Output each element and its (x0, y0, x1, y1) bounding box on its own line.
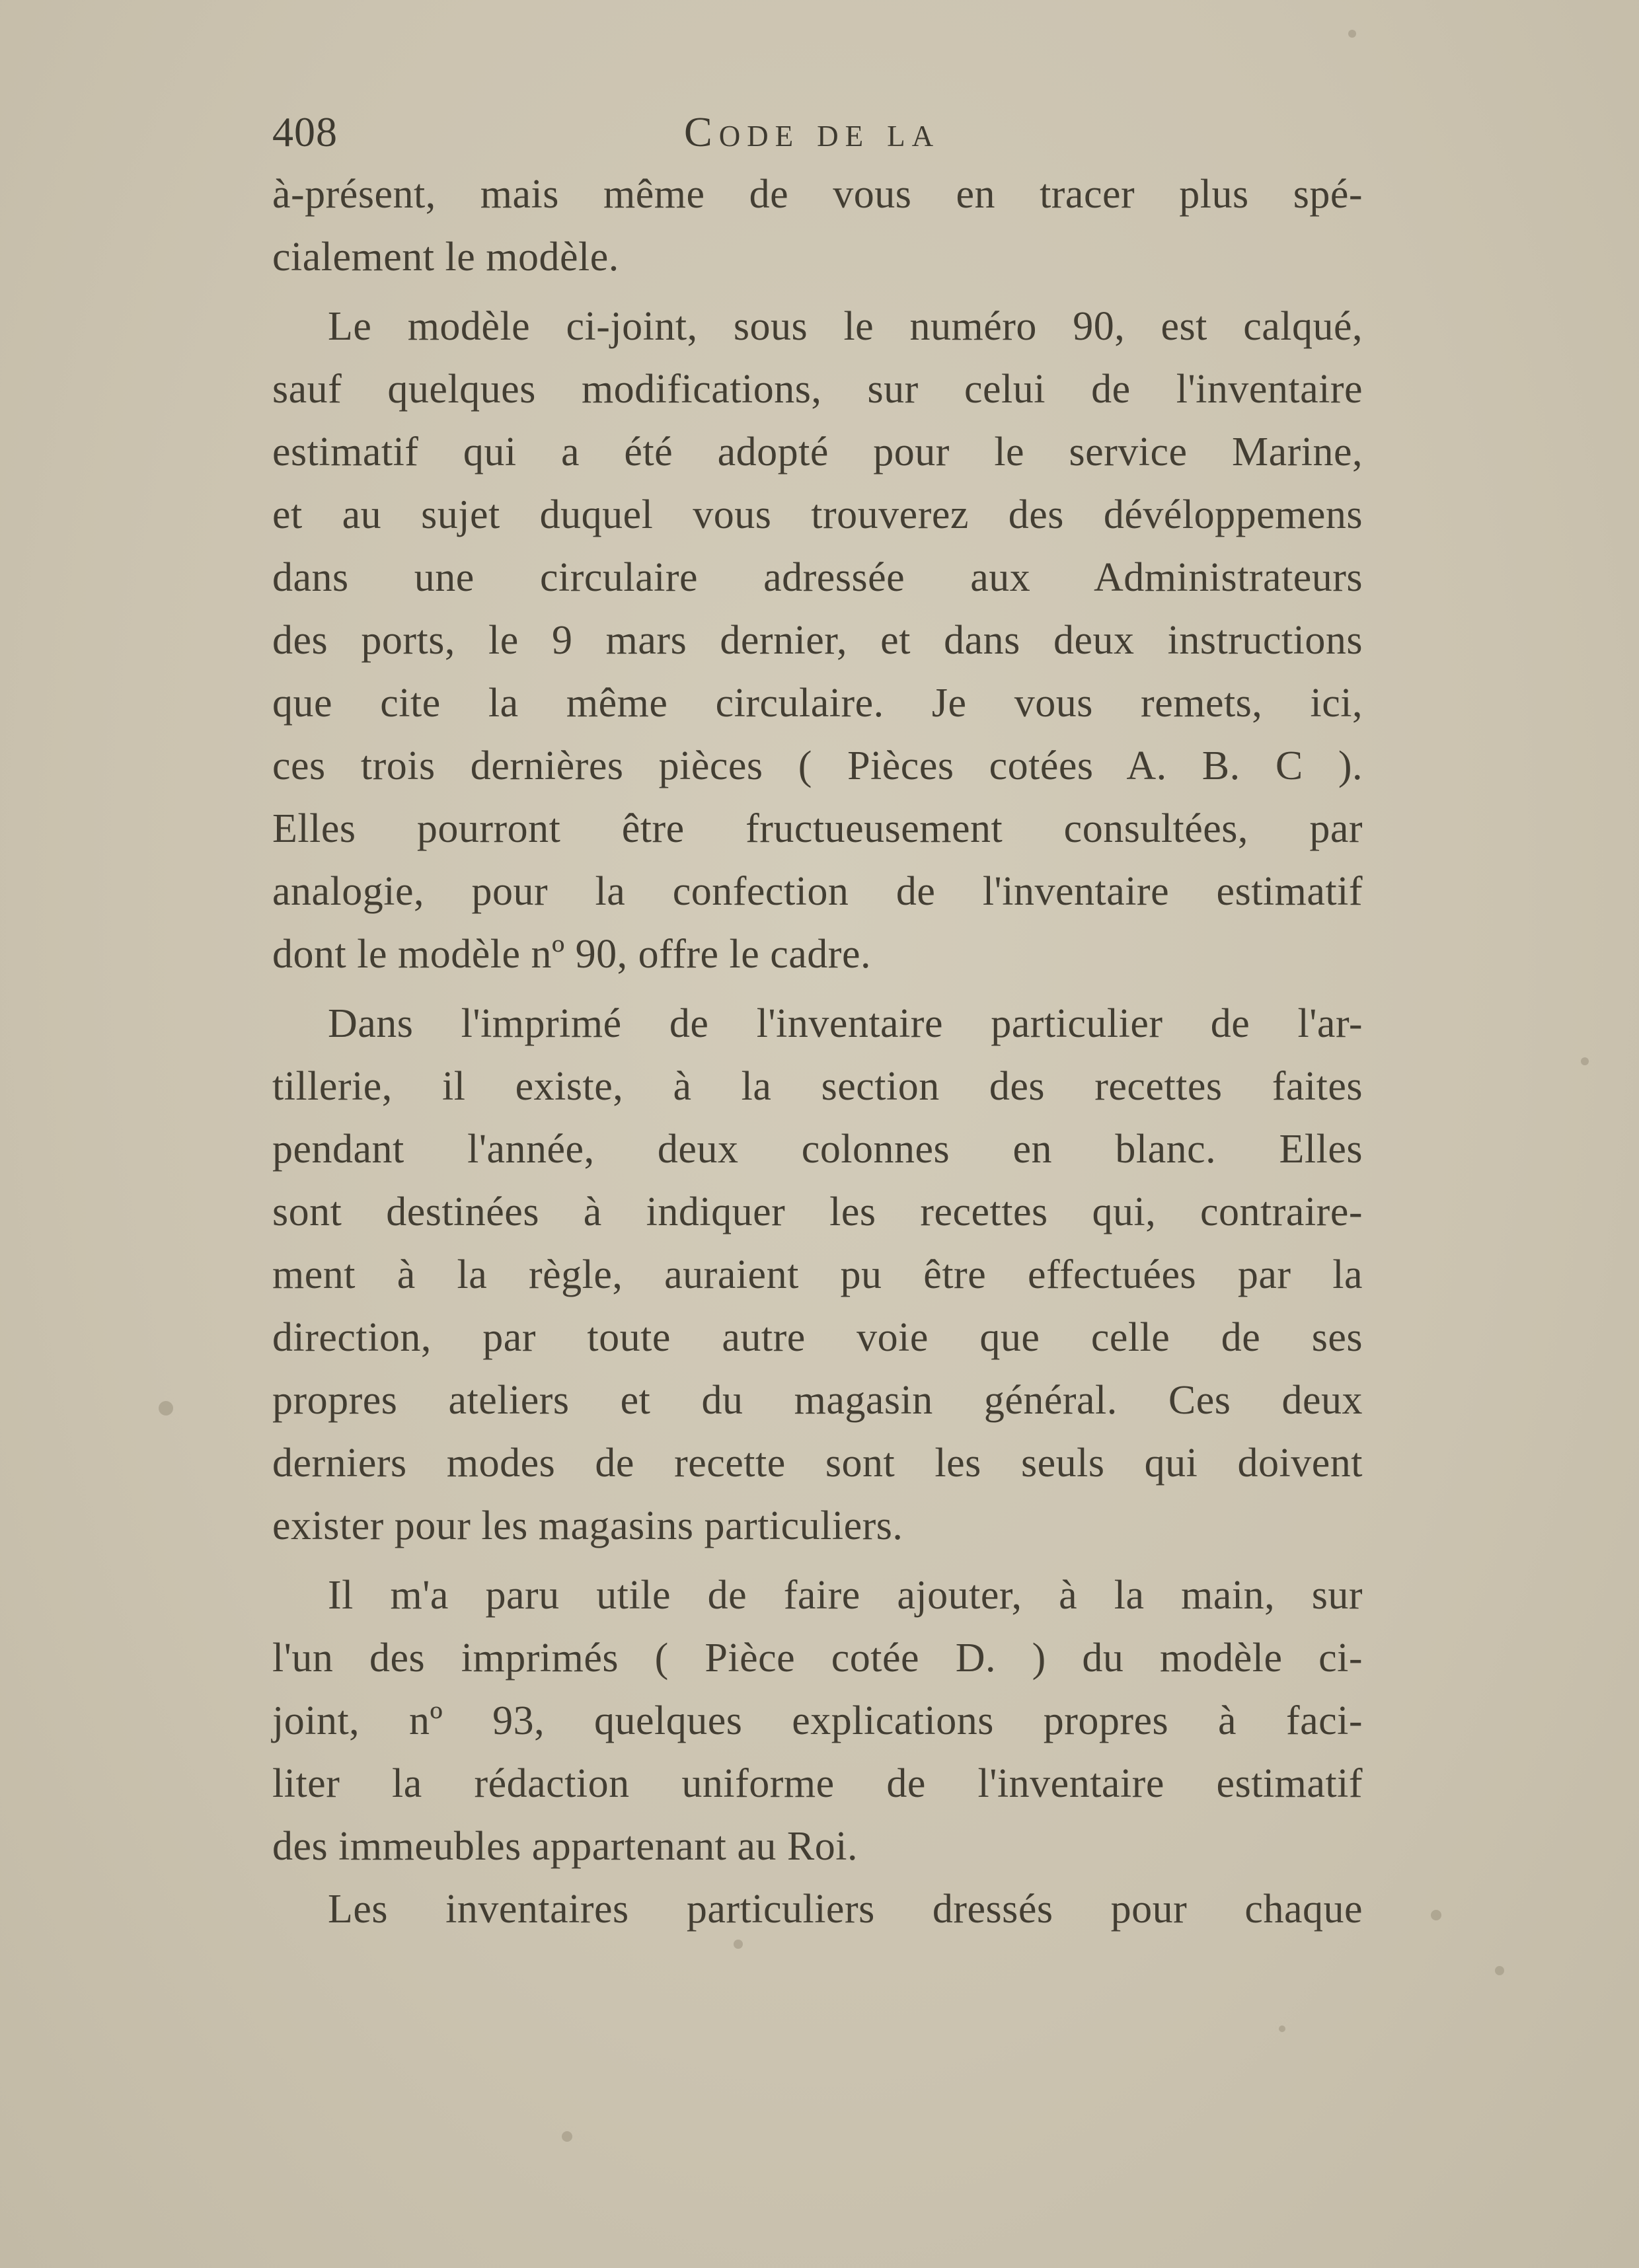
text-line: sauf quelques modifications, sur celui de l'inventaire (272, 367, 1363, 412)
text-line: dont le modèle nº 90, offre le cadre. (272, 932, 871, 977)
page-number: 408 (272, 108, 338, 155)
text-line: liter la rédaction uniforme de l'inventaire estimatif (272, 1761, 1363, 1806)
page-header (272, 106, 1363, 159)
text-line: estimatif qui a été adopté pour le service Marine, (272, 430, 1363, 474)
text-line: à-présent, mais même de vous en tracer plus spé- (272, 172, 1363, 217)
foxing-spot (1581, 1057, 1589, 1065)
text-line: Il m'a paru utile de faire ajouter, à la main, sur (328, 1573, 1363, 1618)
foxing-spot (1279, 2025, 1285, 2032)
text-line: analogie, pour la confection de l'inventaire estimatif (272, 869, 1363, 914)
text-line: que cite la même circulaire. Je vous remets, ici, (272, 681, 1363, 726)
text-line: propres ateliers et du magasin général. Ces deux (272, 1378, 1363, 1423)
text-line: ces trois dernières pièces ( Pièces cotées A. B. C ). (272, 743, 1363, 788)
foxing-spot (159, 1401, 173, 1416)
text-line: ment à la règle, auraient pu être effectuées par la (272, 1252, 1363, 1297)
text-line: exister pour les magasins particuliers. (272, 1503, 903, 1548)
text-line: et au sujet duquel vous trouverez des dévéloppemens (272, 492, 1363, 537)
text-line: joint, nº 93, quelques explications propres à faci- (272, 1698, 1363, 1743)
foxing-spot (1431, 1910, 1441, 1920)
foxing-spot (1348, 30, 1356, 38)
text-line: l'un des imprimés ( Pièce cotée D. ) du modèle ci- (272, 1636, 1363, 1681)
text-line: cialement le modèle. (272, 235, 619, 280)
text-line: pendant l'année, deux colonnes en blanc. Elles (272, 1127, 1363, 1172)
text-line: tillerie, il existe, à la section des recettes faites (272, 1064, 1363, 1109)
text-line: Dans l'imprimé de l'inventaire particulier de l'ar- (328, 1001, 1363, 1046)
text-line: Les inventaires particuliers dressés pour chaque (328, 1887, 1363, 1932)
foxing-spot (1495, 1966, 1504, 1975)
text-line: dans une circulaire adressée aux Administrateurs (272, 555, 1363, 600)
foxing-spot (562, 2131, 572, 2142)
foxing-spot (734, 1940, 743, 1949)
text-line: sont destinées à indiquer les recettes qui, contraire- (272, 1190, 1363, 1234)
text-line: des immeubles appartenant au Roi. (272, 1824, 858, 1869)
body-text (272, 163, 1363, 1941)
text-line: des ports, le 9 mars dernier, et dans deux instructions (272, 618, 1363, 663)
text-line: direction, par toute autre voie que celle de ses (272, 1315, 1363, 1360)
text-line: Le modèle ci-joint, sous le numéro 90, est calqué, (328, 304, 1363, 349)
running-head: Code de la (684, 108, 940, 155)
text-line: Elles pourront être fructueusement consultées, par (272, 806, 1363, 851)
text-line: derniers modes de recette sont les seuls qui doivent (272, 1441, 1363, 1486)
